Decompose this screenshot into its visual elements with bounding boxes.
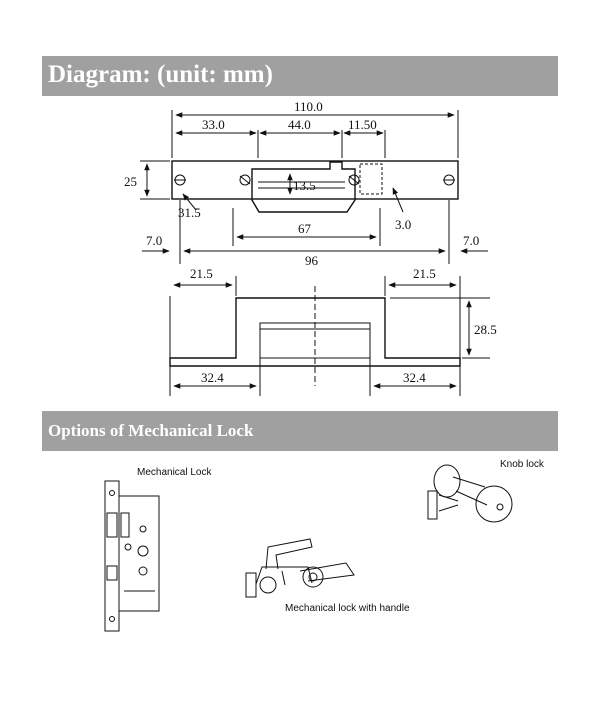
dimension-drawing <box>0 96 600 406</box>
lock-options-illustration <box>0 451 600 696</box>
knob-lock-drawing <box>428 465 512 522</box>
diagram-section-title: Diagram: (unit: mm) <box>48 61 273 88</box>
dim-base-right: 32.4 <box>403 370 426 385</box>
dim-height: 25 <box>124 174 137 189</box>
dim-shoulder-left: 21.5 <box>190 266 213 281</box>
dim-segment-left: 33.0 <box>202 117 225 132</box>
dim-base-left: 32.4 <box>201 370 224 385</box>
dim-segment-mid: 44.0 <box>288 117 311 132</box>
dim-side-height: 28.5 <box>474 322 497 337</box>
dim-slot-length: 67 <box>298 221 311 236</box>
mortise-lock-caption: Mechanical Lock <box>137 467 212 478</box>
options-section-banner <box>42 411 558 451</box>
knob-lock-caption: Knob lock <box>500 459 544 470</box>
mortise-lock-drawing <box>105 481 159 631</box>
dim-hole-spacing: 96 <box>305 253 318 268</box>
dim-segment-right: 11.50 <box>348 117 377 132</box>
dim-plate-thickness: 3.0 <box>395 217 412 232</box>
options-section-title: Options of Mechanical Lock <box>48 421 254 440</box>
dim-end-margin-left: 7.0 <box>146 233 163 248</box>
dim-slot-depth: 13.5 <box>293 178 316 193</box>
lever-lock-drawing <box>246 539 354 597</box>
dim-hole-offset: 31.5 <box>178 205 201 220</box>
diagram-section-banner <box>42 56 558 96</box>
dim-shoulder-right: 21.5 <box>413 266 436 281</box>
dim-overall-length: 110.0 <box>294 99 323 114</box>
dim-end-margin-right: 7.0 <box>463 233 480 248</box>
lever-lock-caption: Mechanical lock with handle <box>285 603 410 614</box>
